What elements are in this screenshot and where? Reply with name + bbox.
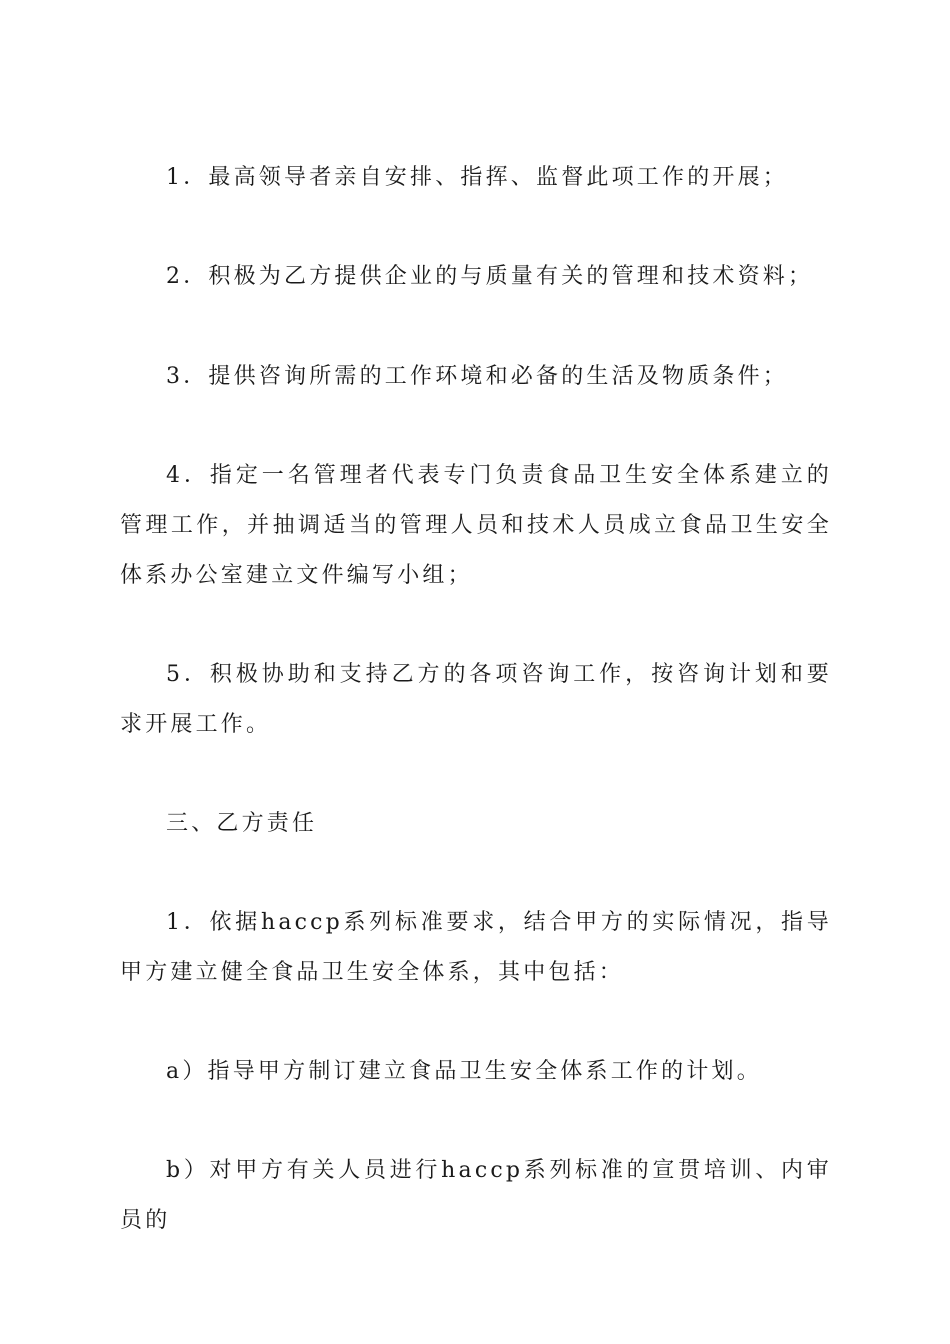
paragraph-2: 2．积极为乙方提供企业的与质量有关的管理和技术资料；	[166, 264, 814, 289]
paragraph-5: 5．积极协助和支持乙方的各项咨询工作，按咨询计划和要求开展工作。	[120, 662, 832, 737]
paragraph-8: b）对甲方有关人员进行haccp系列标准的宣贯培训、内审员的	[120, 1158, 832, 1233]
paragraph-1: 1．最高领导者亲自安排、指挥、监督此项工作的开展；	[166, 165, 788, 190]
paragraph-4: 4．指定一名管理者代表专门负责食品卫生安全体系建立的管理工作，并抽调适当的管理人员和技术人员成立食品卫生安全体系办公室建立文件编写小组；	[120, 463, 832, 588]
section-heading: 三、乙方责任	[166, 811, 318, 836]
paragraph-7: a）指导甲方制订建立食品卫生安全体系工作的计划。	[166, 1059, 762, 1084]
paragraph-6: 1．依据haccp系列标准要求，结合甲方的实际情况，指导甲方建立健全食品卫生安全体系，其中包括：	[120, 910, 832, 985]
paragraph-3: 3．提供咨询所需的工作环境和必备的生活及物质条件；	[166, 364, 788, 389]
